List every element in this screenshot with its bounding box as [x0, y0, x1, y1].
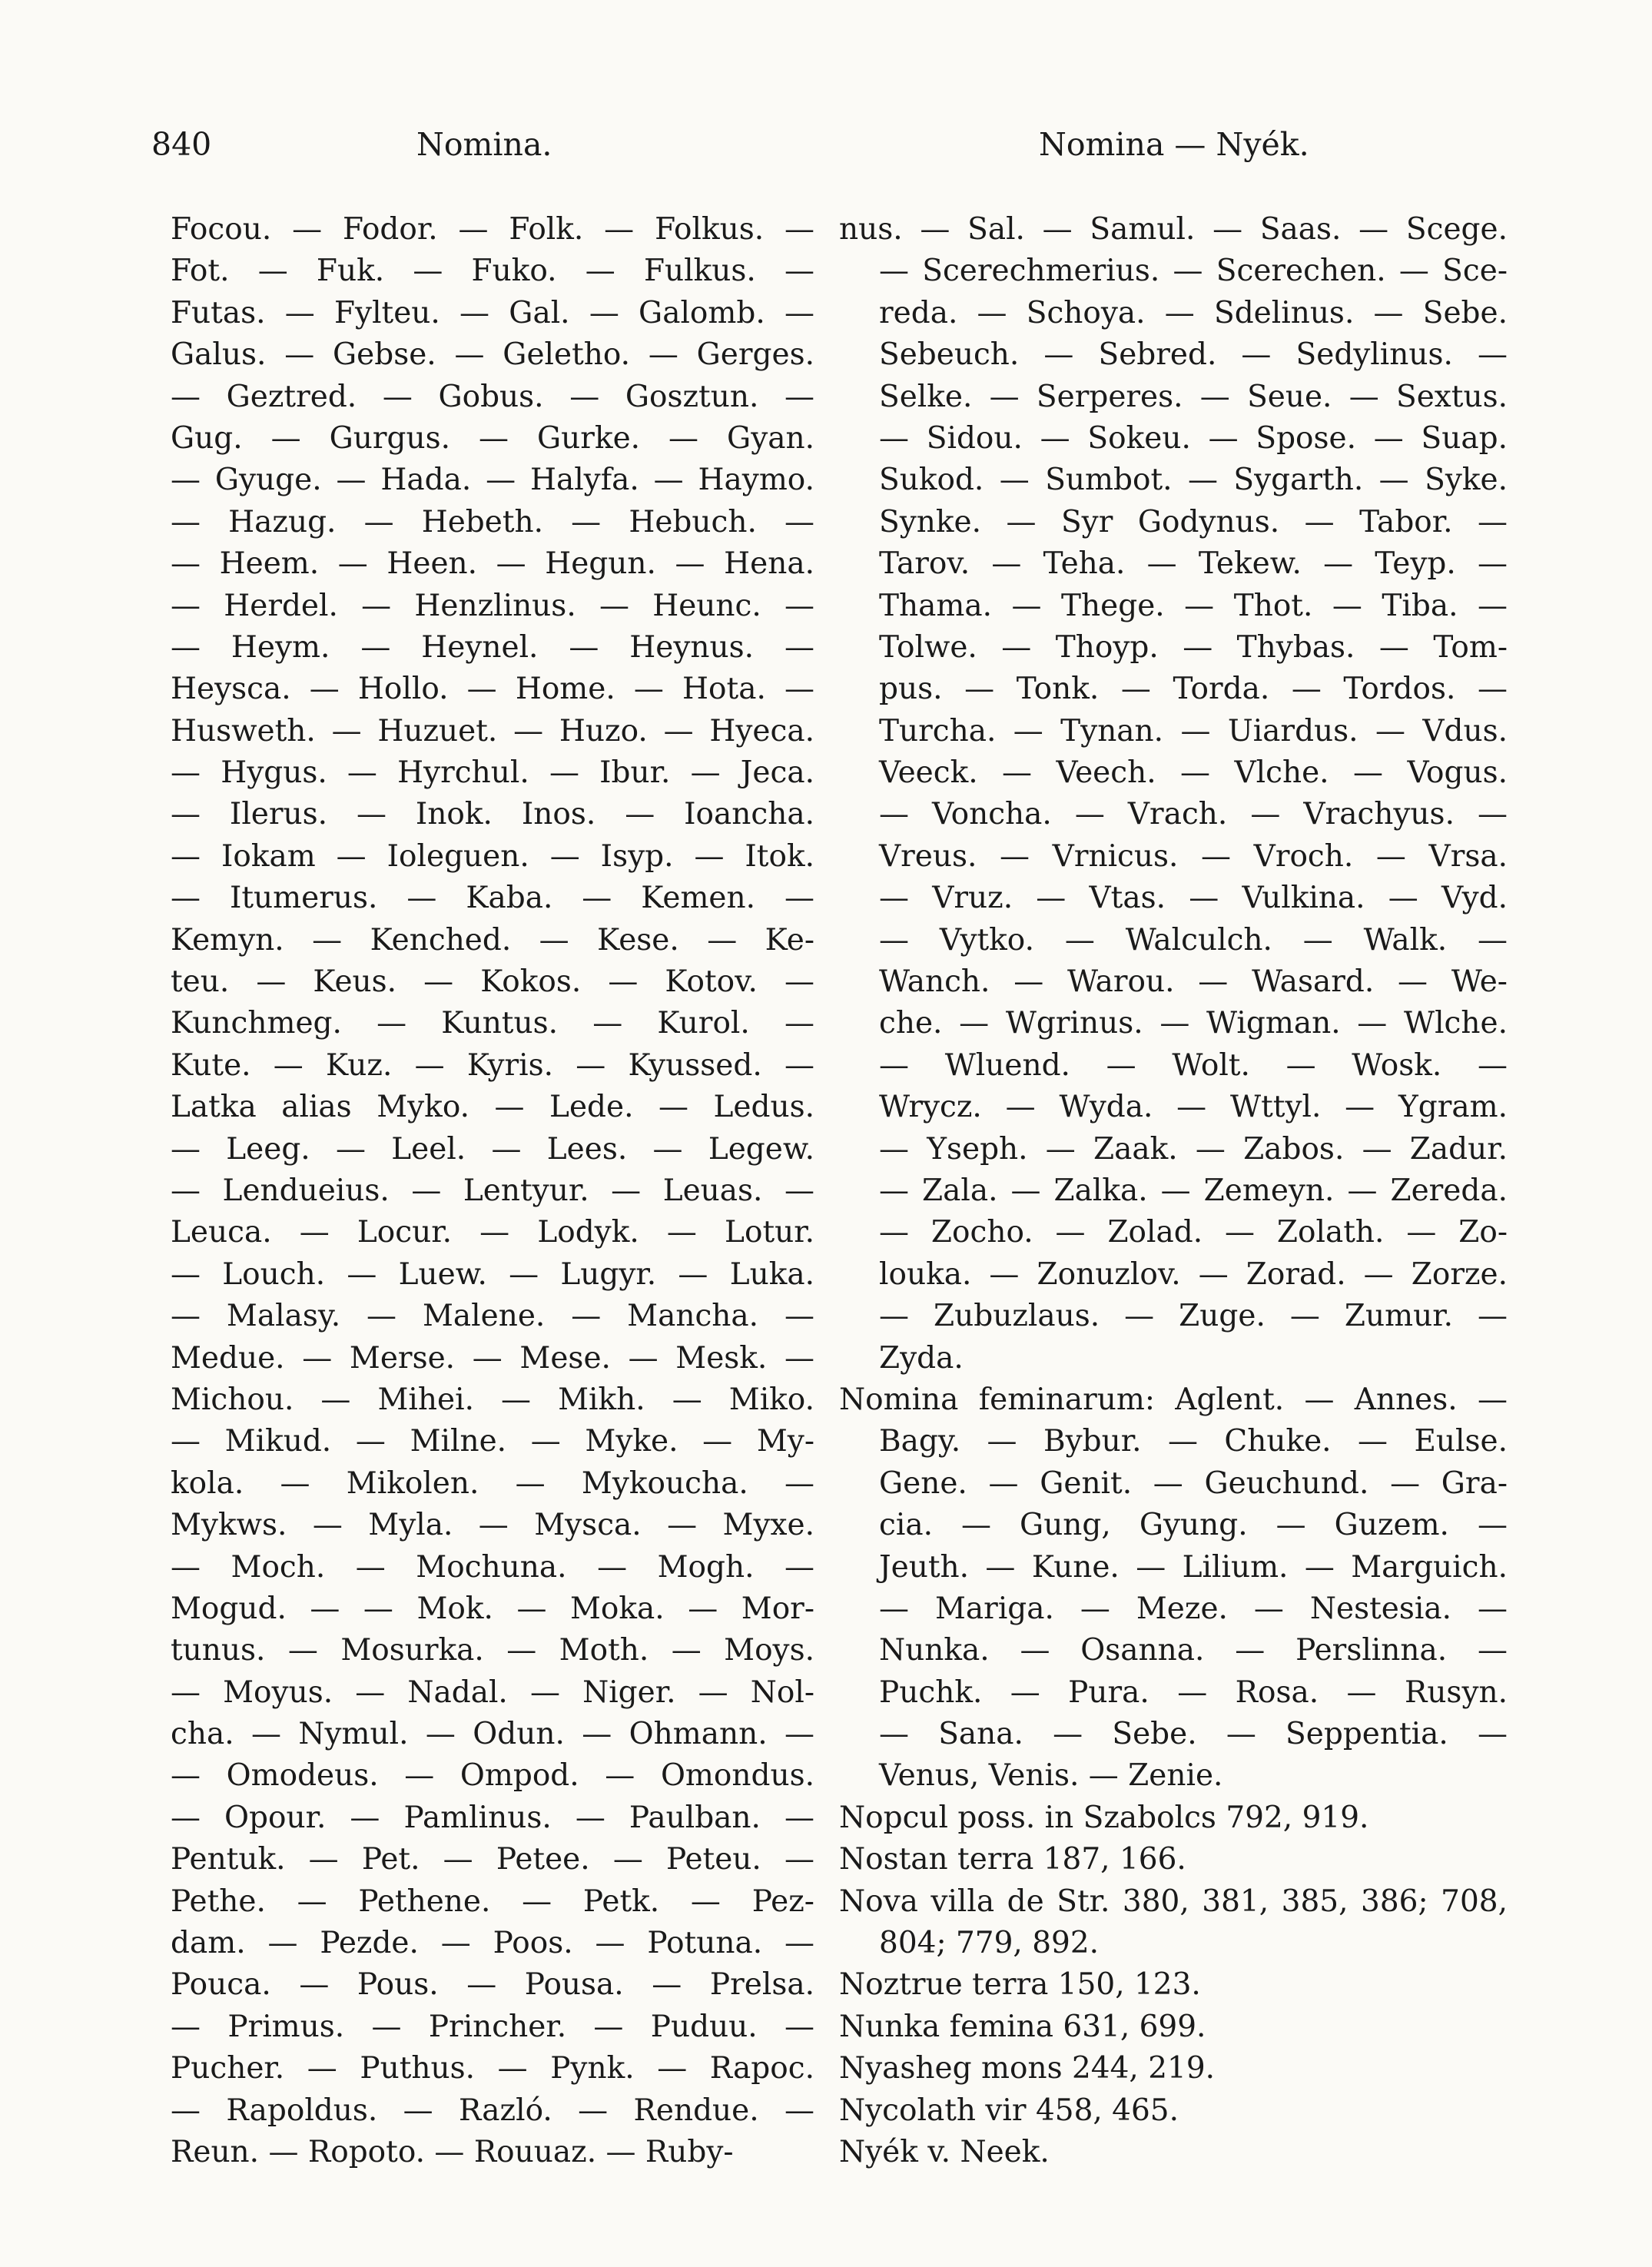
text-line: Fot. — Fuk. — Fuko. — Fulkus. — [171, 254, 814, 289]
text-line: Latka alias Myko. — Lede. — Ledus. [171, 1090, 814, 1125]
text-line: 804; 779, 892. [879, 1926, 1100, 1961]
text-line: Mykws. — Myla. — Mysca. — Myxe. [171, 1508, 814, 1543]
text-line: — Mikud. — Milne. — Myke. — My- [171, 1424, 814, 1459]
text-line: Nunka. — Osanna. — Perslinna. — [879, 1633, 1508, 1668]
text-line: Kute. — Kuz. — Kyris. — Kyussed. — [171, 1047, 814, 1083]
text-line: kola. — Mikolen. — Mykoucha. — [171, 1465, 814, 1501]
text-line: Nostan terra 187, 166. [839, 1842, 1186, 1877]
text-line: Pethe. — Pethene. — Petk. — Pez- [171, 1884, 814, 1919]
text-line: teu. — Keus. — Kokos. — Kotov. — [171, 964, 814, 1000]
text-line: Thama. — Thege. — Thot. — Tiba. — [879, 588, 1508, 623]
text-line: Focou. — Fodor. — Folk. — Folkus. — [171, 212, 814, 247]
text-line: — Vruz. — Vtas. — Vulkina. — Vyd. [879, 881, 1508, 916]
text-line: — Mariga. — Meze. — Nestesia. — [879, 1591, 1508, 1626]
text-line: — Omodeus. — Ompod. — Omondus. [171, 1758, 814, 1794]
text-line: cha. — Nymul. — Odun. — Ohmann. — [171, 1717, 814, 1752]
text-line: — Moyus. — Nadal. — Niger. — Nol- [171, 1675, 814, 1710]
text-line: — Primus. — Princher. — Puduu. — [171, 2009, 814, 2044]
text-line: Jeuth. — Kune. — Lilium. — Marguich. [879, 1549, 1508, 1585]
text-line: Selke. — Serperes. — Seue. — Sextus. [879, 379, 1508, 414]
text-line: — Zocho. — Zolad. — Zolath. — Zo- [879, 1215, 1508, 1250]
text-line: Sebeuch. — Sebred. — Sedylinus. — [879, 337, 1508, 373]
running-header [0, 121, 1652, 168]
text-line: louka. — Zonuzlov. — Zorad. — Zorze. [879, 1256, 1508, 1292]
text-line: — Leeg. — Leel. — Lees. — Legew. [171, 1131, 814, 1167]
text-line: che. — Wgrinus. — Wigman. — Wlche. [879, 1006, 1508, 1041]
text-line: Gene. — Genit. — Geuchund. — Gra- [879, 1465, 1508, 1501]
text-line: — Sana. — Sebe. — Seppentia. — [879, 1717, 1508, 1752]
text-line: — Scerechmerius. — Scerechen. — Sce- [879, 254, 1508, 289]
text-line: Pentuk. — Pet. — Petee. — Peteu. — [171, 1842, 814, 1877]
text-line: — Yseph. — Zaak. — Zabos. — Zadur. [879, 1131, 1508, 1167]
text-line: Synke. — Syr Godynus. — Tabor. — [879, 504, 1508, 539]
text-line: — Heem. — Heen. — Hegun. — Hena. [171, 546, 814, 582]
text-line: Veeck. — Veech. — Vlche. — Vogus. [879, 755, 1508, 791]
text-line: pus. — Tonk. — Torda. — Tordos. — [879, 672, 1508, 707]
right-running-title: Nomina — Nyék. [1039, 126, 1309, 163]
text-line: Nova villa de Str. 380, 381, 385, 386; 708, [839, 1884, 1508, 1919]
right-column [839, 209, 1508, 2173]
text-line: Galus. — Gebse. — Geletho. — Gerges. [171, 337, 814, 373]
text-line: — Zala. — Zalka. — Zemeyn. — Zereda. [879, 1173, 1508, 1208]
left-column [171, 209, 814, 2173]
text-line: Kemyn. — Kenched. — Kese. — Ke- [171, 922, 814, 958]
text-line: Nopcul poss. in Szabolcs 792, 919. [839, 1800, 1369, 1835]
text-line: — Herdel. — Henzlinus. — Heunc. — [171, 588, 814, 623]
text-line: Wrycz. — Wyda. — Wttyl. — Ygram. [879, 1090, 1508, 1125]
text-line: Noztrue terra 150, 123. [839, 1967, 1201, 2003]
text-line: — Opour. — Pamlinus. — Paulban. — [171, 1800, 814, 1835]
text-line: dam. — Pezde. — Poos. — Potuna. — [171, 1926, 814, 1961]
text-line: Pucher. — Puthus. — Pynk. — Rapoc. [171, 2051, 814, 2086]
text-line: Futas. — Fylteu. — Gal. — Galomb. — [171, 295, 814, 330]
text-line: — Vytko. — Walculch. — Walk. — [879, 922, 1508, 958]
text-line: Michou. — Mihei. — Mikh. — Miko. [171, 1382, 814, 1417]
text-line: Puchk. — Pura. — Rosa. — Rusyn. [879, 1675, 1508, 1710]
text-line: Pouca. — Pous. — Pousa. — Prelsa. [171, 1967, 814, 2003]
text-line: Medue. — Merse. — Mese. — Mesk. — [171, 1340, 814, 1376]
text-line: — Louch. — Luew. — Lugyr. — Luka. [171, 1256, 814, 1292]
text-line: Leuca. — Locur. — Lodyk. — Lotur. [171, 1215, 814, 1250]
text-line: nus. — Sal. — Samul. — Saas. — Scege. [839, 212, 1508, 247]
text-line: — Lendueius. — Lentyur. — Leuas. — [171, 1173, 814, 1208]
text-line: Reun. — Ropoto. — Rouuaz. — Ruby- [171, 2134, 734, 2169]
text-line: Vreus. — Vrnicus. — Vroch. — Vrsa. [879, 838, 1508, 874]
text-line: Mogud. — — Mok. — Moka. — Mor- [171, 1591, 814, 1626]
text-line: — Zubuzlaus. — Zuge. — Zumur. — [879, 1299, 1508, 1334]
text-line: Wanch. — Warou. — Wasard. — We- [879, 964, 1508, 1000]
text-line: — Hygus. — Hyrchul. — Ibur. — Jeca. [171, 755, 814, 791]
text-line: Nomina feminarum: Aglent. — Annes. — [839, 1382, 1508, 1417]
left-running-title: Nomina. [416, 126, 552, 163]
text-line: — Ilerus. — Inok. Inos. — Ioancha. [171, 797, 814, 832]
text-line: Bagy. — Bybur. — Chuke. — Eulse. [879, 1424, 1508, 1459]
text-line: — Voncha. — Vrach. — Vrachyus. — [879, 797, 1508, 832]
text-line: — Rapoldus. — Razló. — Rendue. — [171, 2093, 814, 2128]
page-number: 840 [151, 126, 212, 163]
text-line: Husweth. — Huzuet. — Huzo. — Hyeca. [171, 713, 814, 748]
text-line: — Heym. — Heynel. — Heynus. — [171, 629, 814, 665]
text-line: — Hazug. — Hebeth. — Hebuch. — [171, 504, 814, 539]
text-line: — Gyuge. — Hada. — Halyfa. — Haymo. [171, 463, 814, 498]
text-line: Tarov. — Teha. — Tekew. — Teyp. — [879, 546, 1508, 582]
text-line: — Itumerus. — Kaba. — Kemen. — [171, 881, 814, 916]
text-line: Tolwe. — Thoyp. — Thybas. — Tom- [879, 629, 1508, 665]
text-line: Nycolath vir 458, 465. [839, 2093, 1179, 2128]
text-line: — Moch. — Mochuna. — Mogh. — [171, 1549, 814, 1585]
text-line: Heysca. — Hollo. — Home. — Hota. — [171, 672, 814, 707]
text-line: tunus. — Mosurka. — Moth. — Moys. [171, 1633, 814, 1668]
text-line: — Sidou. — Sokeu. — Spose. — Suap. [879, 420, 1508, 456]
text-line: Venus, Venis. — Zenie. [879, 1758, 1223, 1794]
text-line: Nyasheg mons 244, 219. [839, 2051, 1216, 2086]
text-line: Kunchmeg. — Kuntus. — Kurol. — [171, 1006, 814, 1041]
text-line: Nyék v. Neek. [839, 2134, 1050, 2169]
text-line: Turcha. — Tynan. — Uiardus. — Vdus. [879, 713, 1508, 748]
text-line: cia. — Gung, Gyung. — Guzem. — [879, 1508, 1508, 1543]
text-line: — Malasy. — Malene. — Mancha. — [171, 1299, 814, 1334]
text-line: — Geztred. — Gobus. — Gosztun. — [171, 379, 814, 414]
text-line: — Wluend. — Wolt. — Wosk. — [879, 1047, 1508, 1083]
text-line: Gug. — Gurgus. — Gurke. — Gyan. [171, 420, 814, 456]
text-line: reda. — Schoya. — Sdelinus. — Sebe. [879, 295, 1508, 330]
text-line: Zyda. [879, 1340, 964, 1376]
text-line: — Iokam — Ioleguen. — Isyp. — Itok. [171, 838, 814, 874]
text-line: Sukod. — Sumbot. — Sygarth. — Syke. [879, 463, 1508, 498]
text-line: Nunka femina 631, 699. [839, 2009, 1206, 2044]
